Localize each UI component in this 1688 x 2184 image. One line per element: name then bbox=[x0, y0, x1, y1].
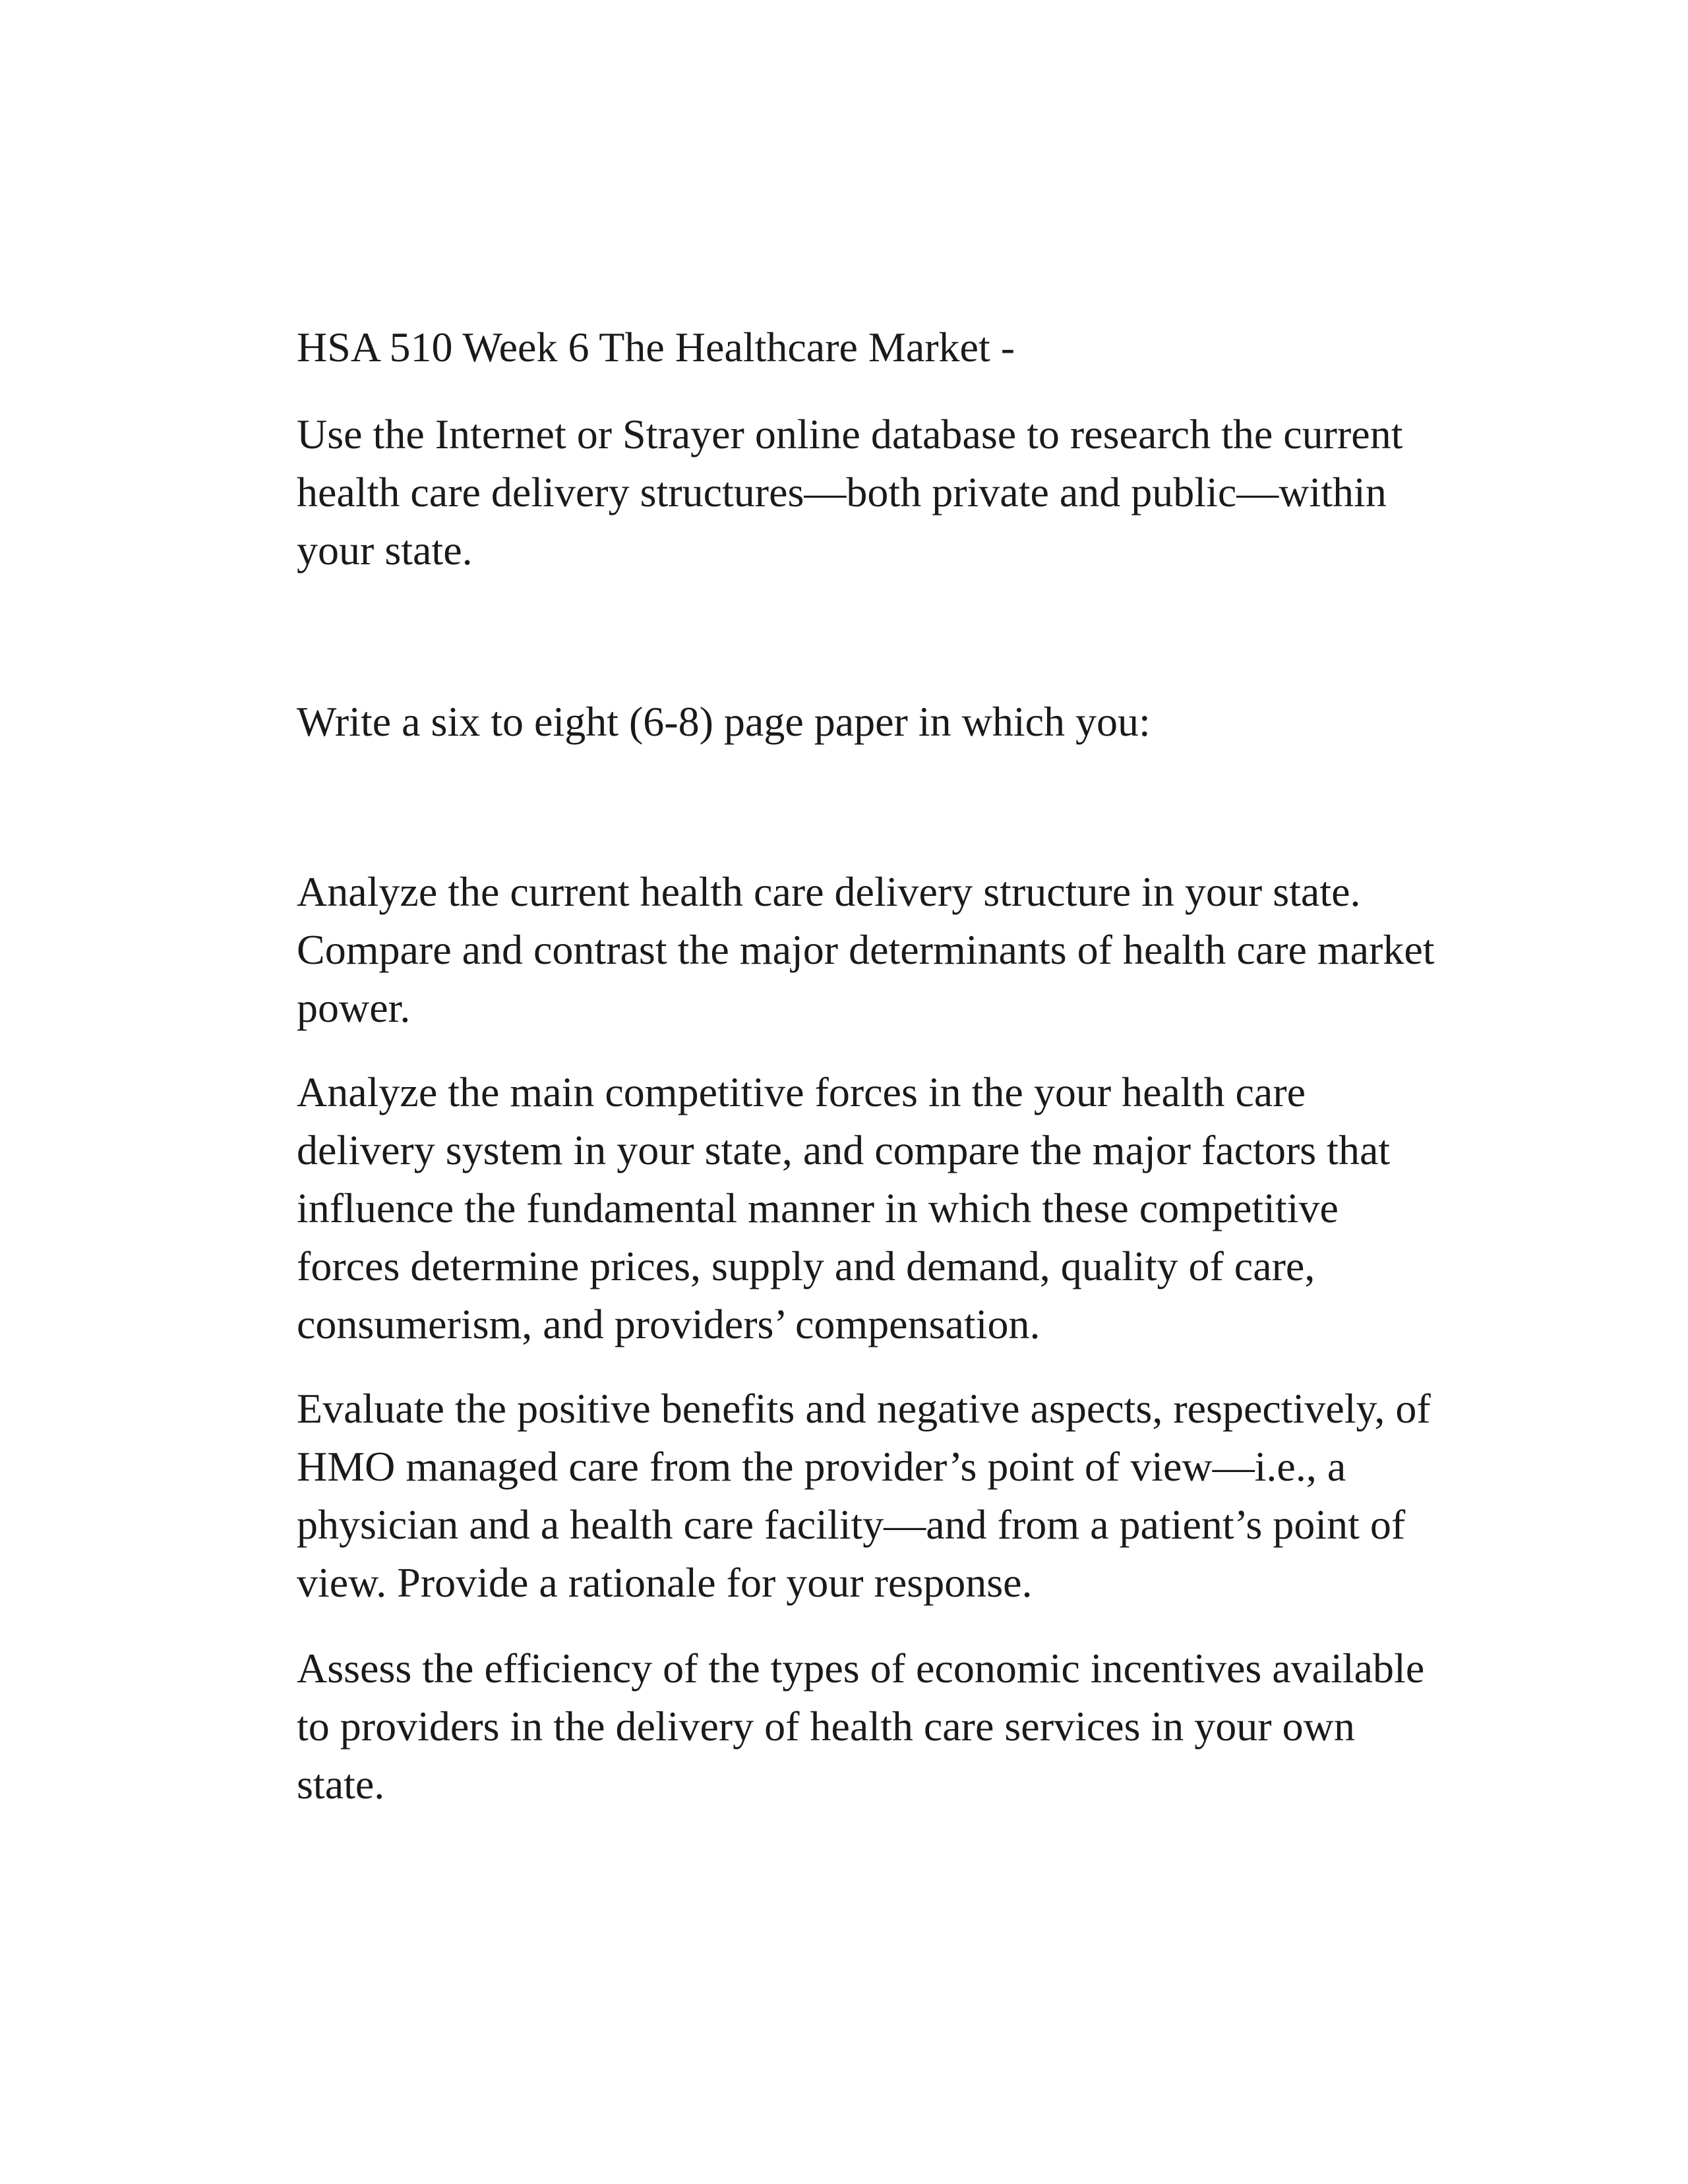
requirement-line: delivery system in your state, and compare the major factors that bbox=[297, 1127, 1391, 1173]
title-line: HSA 510 Week 6 The Healthcare Market - bbox=[297, 324, 1015, 370]
instruction-line: Write a six to eight (6-8) page paper in which you: bbox=[297, 698, 1151, 745]
requirement-line: consumerism, and providers’ compensation. bbox=[297, 1301, 1040, 1347]
intro-line: your state. bbox=[297, 527, 473, 574]
requirement-line: to providers in the delivery of health care services in your own bbox=[297, 1703, 1355, 1750]
requirement-line: Assess the efficiency of the types of economic incentives available bbox=[297, 1645, 1425, 1692]
requirement-line: influence the fundamental manner in which these competitive bbox=[297, 1185, 1339, 1231]
requirement-line: forces determine prices, supply and demand, quality of care, bbox=[297, 1243, 1315, 1289]
requirement-line: power. bbox=[297, 984, 411, 1031]
requirement-line: Analyze the current health care delivery structure in your state. bbox=[297, 868, 1361, 915]
requirement-paragraph-3 bbox=[297, 1380, 1563, 1612]
document-title bbox=[297, 318, 1563, 376]
requirement-line: physician and a health care facility—and from a patient’s point of bbox=[297, 1501, 1406, 1548]
intro-paragraph bbox=[297, 405, 1563, 579]
requirement-paragraph-2 bbox=[297, 1063, 1563, 1353]
requirement-line: view. Provide a rationale for your response. bbox=[297, 1559, 1033, 1606]
intro-line: health care delivery structures—both private and public—within bbox=[297, 469, 1387, 516]
requirement-line: Evaluate the positive benefits and negative aspects, respectively, of bbox=[297, 1385, 1431, 1432]
requirement-paragraph-1 bbox=[297, 863, 1563, 1037]
instruction-paragraph bbox=[297, 693, 1563, 751]
requirement-line: HMO managed care from the provider’s point of view—i.e., a bbox=[297, 1443, 1346, 1490]
intro-line: Use the Internet or Strayer online database to research the current bbox=[297, 411, 1403, 457]
requirement-paragraph-4 bbox=[297, 1639, 1563, 1814]
requirement-line: state. bbox=[297, 1761, 385, 1808]
requirement-line: Analyze the main competitive forces in the your health care bbox=[297, 1069, 1306, 1115]
requirement-line: Compare and contrast the major determinants of health care market bbox=[297, 926, 1435, 973]
